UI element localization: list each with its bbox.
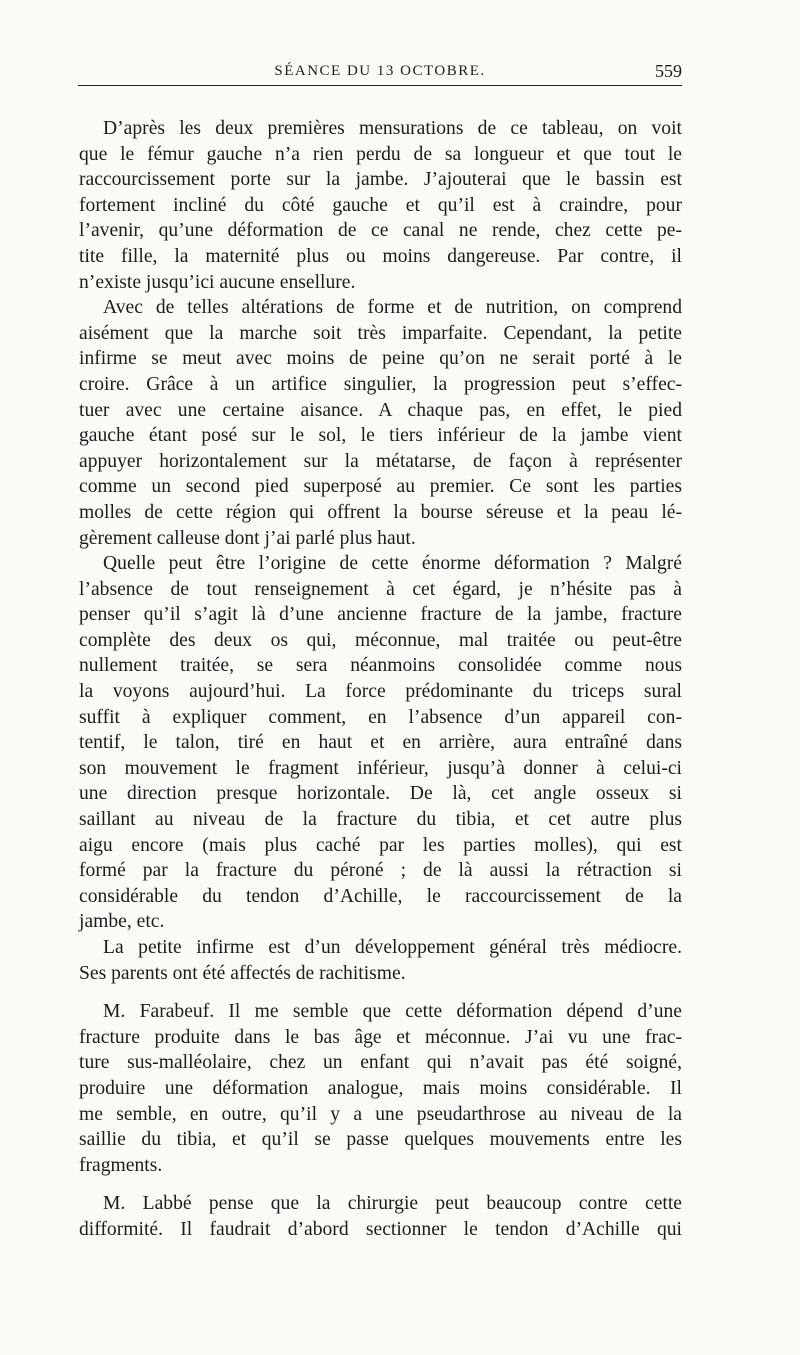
text-line: la voyons aujourd’hui. La force prédominante du triceps sural <box>79 681 682 703</box>
text-line: appuyer horizontalement sur la métatarse, de façon à représenter <box>79 450 682 472</box>
text-line: Avec de telles altérations de forme et de nutrition, on comprend <box>103 297 682 319</box>
text-line: tuer avec une certaine aisance. A chaque pas, en effet, le pied <box>79 399 682 421</box>
page-header <box>78 63 682 86</box>
running-title: SÉANCE DU 13 OCTOBRE. <box>274 63 486 79</box>
text-line: suffit à expliquer comment, en l’absence d’un appareil con- <box>79 706 682 728</box>
text-line: aisément que la marche soit très imparfaite. Cependant, la petite <box>79 322 682 344</box>
text-line: saillant au niveau de la fracture du tibia, et cet autre plus <box>79 809 682 831</box>
paragraph-gap <box>79 986 682 999</box>
text-line: ture sus-malléolaire, chez un enfant qui n’avait pas été soigné, <box>79 1052 682 1074</box>
body-text <box>79 116 682 1243</box>
text-line: considérable du tendon d’Achille, le raccourcissement de la <box>79 885 682 907</box>
text-line: son mouvement le fragment inférieur, jusqu’à donner à celui-ci <box>79 757 682 779</box>
text-line: que le fémur gauche n’a rien perdu de sa longueur et que tout le <box>79 143 682 165</box>
text-line: jambe, etc. <box>79 911 165 933</box>
text-line: M. Farabeuf. Il me semble que cette déformation dépend d’une <box>103 1001 682 1023</box>
text-line: penser qu’il s’agit là d’une ancienne fracture de la jambe, fracture <box>79 604 682 626</box>
text-line: infirme se meut avec moins de peine qu’on ne serait porté à le <box>79 348 682 370</box>
text-line: difformité. Il faudrait d’abord sectionner le tendon d’Achille qui <box>79 1218 682 1240</box>
text-line: tentif, le talon, tiré en haut et en arrière, aura entraîné dans <box>79 732 682 754</box>
text-line: Ses parents ont été affectés de rachitisme. <box>79 962 406 984</box>
text-line: raccourcissement porte sur la jambe. J’ajouterai que le bassin est <box>79 169 682 191</box>
text-line: croire. Grâce à un artifice singulier, la progression peut s’effec- <box>79 373 682 395</box>
text-line: l’avenir, qu’une déformation de ce canal ne rende, chez cette pe- <box>79 220 682 242</box>
text-line: Quelle peut être l’origine de cette énorme déformation ? Malgré <box>103 553 682 575</box>
text-line: l’absence de tout renseignement à cet égard, je n’hésite pas à <box>79 578 682 600</box>
text-line: une direction presque horizontale. De là, cet angle osseux si <box>79 783 682 805</box>
text-line: me semble, en outre, qu’il y a une pseudarthrose au niveau de la <box>79 1103 682 1125</box>
text-line: formé par la fracture du péroné ; de là aussi la rétraction si <box>79 860 682 882</box>
text-line: nullement traitée, se sera néanmoins consolidée comme nous <box>79 655 682 677</box>
text-line: molles de cette région qui offrent la bourse séreuse et la peau lé- <box>79 501 682 523</box>
text-line: aigu encore (mais plus caché par les parties molles), qui est <box>79 834 682 856</box>
text-line: gèrement calleuse dont j’ai parlé plus haut. <box>79 527 416 549</box>
text-line: fortement incliné du côté gauche et qu’il est à craindre, pour <box>79 194 682 216</box>
page-number: 559 <box>655 61 682 81</box>
text-line: comme un second pied superposé au premier. Ce sont les parties <box>79 476 682 498</box>
text-line: D’après les deux premières mensurations de ce tableau, on voit <box>103 118 682 139</box>
text-line: complète des deux os qui, méconnue, mal traitée ou peut-être <box>79 629 682 651</box>
paragraph-gap <box>79 1178 682 1191</box>
text-line: saillie du tibia, et qu’il se passe quelques mouvements entre les <box>79 1129 682 1151</box>
text-line: produire une déformation analogue, mais moins considérable. Il <box>79 1077 682 1099</box>
text-line: tite fille, la maternité plus ou moins dangereuse. Par contre, il <box>79 245 682 267</box>
text-line: fragments. <box>79 1154 163 1176</box>
text-line: La petite infirme est d’un développement général très médiocre. <box>103 937 682 958</box>
text-line: fracture produite dans le bas âge et méconnue. J’ai vu une frac- <box>79 1026 682 1048</box>
text-line: n’existe jusqu’ici aucune ensellure. <box>79 271 356 293</box>
text-line: gauche étant posé sur le sol, le tiers inférieur de la jambe vient <box>79 425 682 447</box>
text-line: M. Labbé pense que la chirurgie peut beaucoup contre cette <box>103 1193 682 1215</box>
